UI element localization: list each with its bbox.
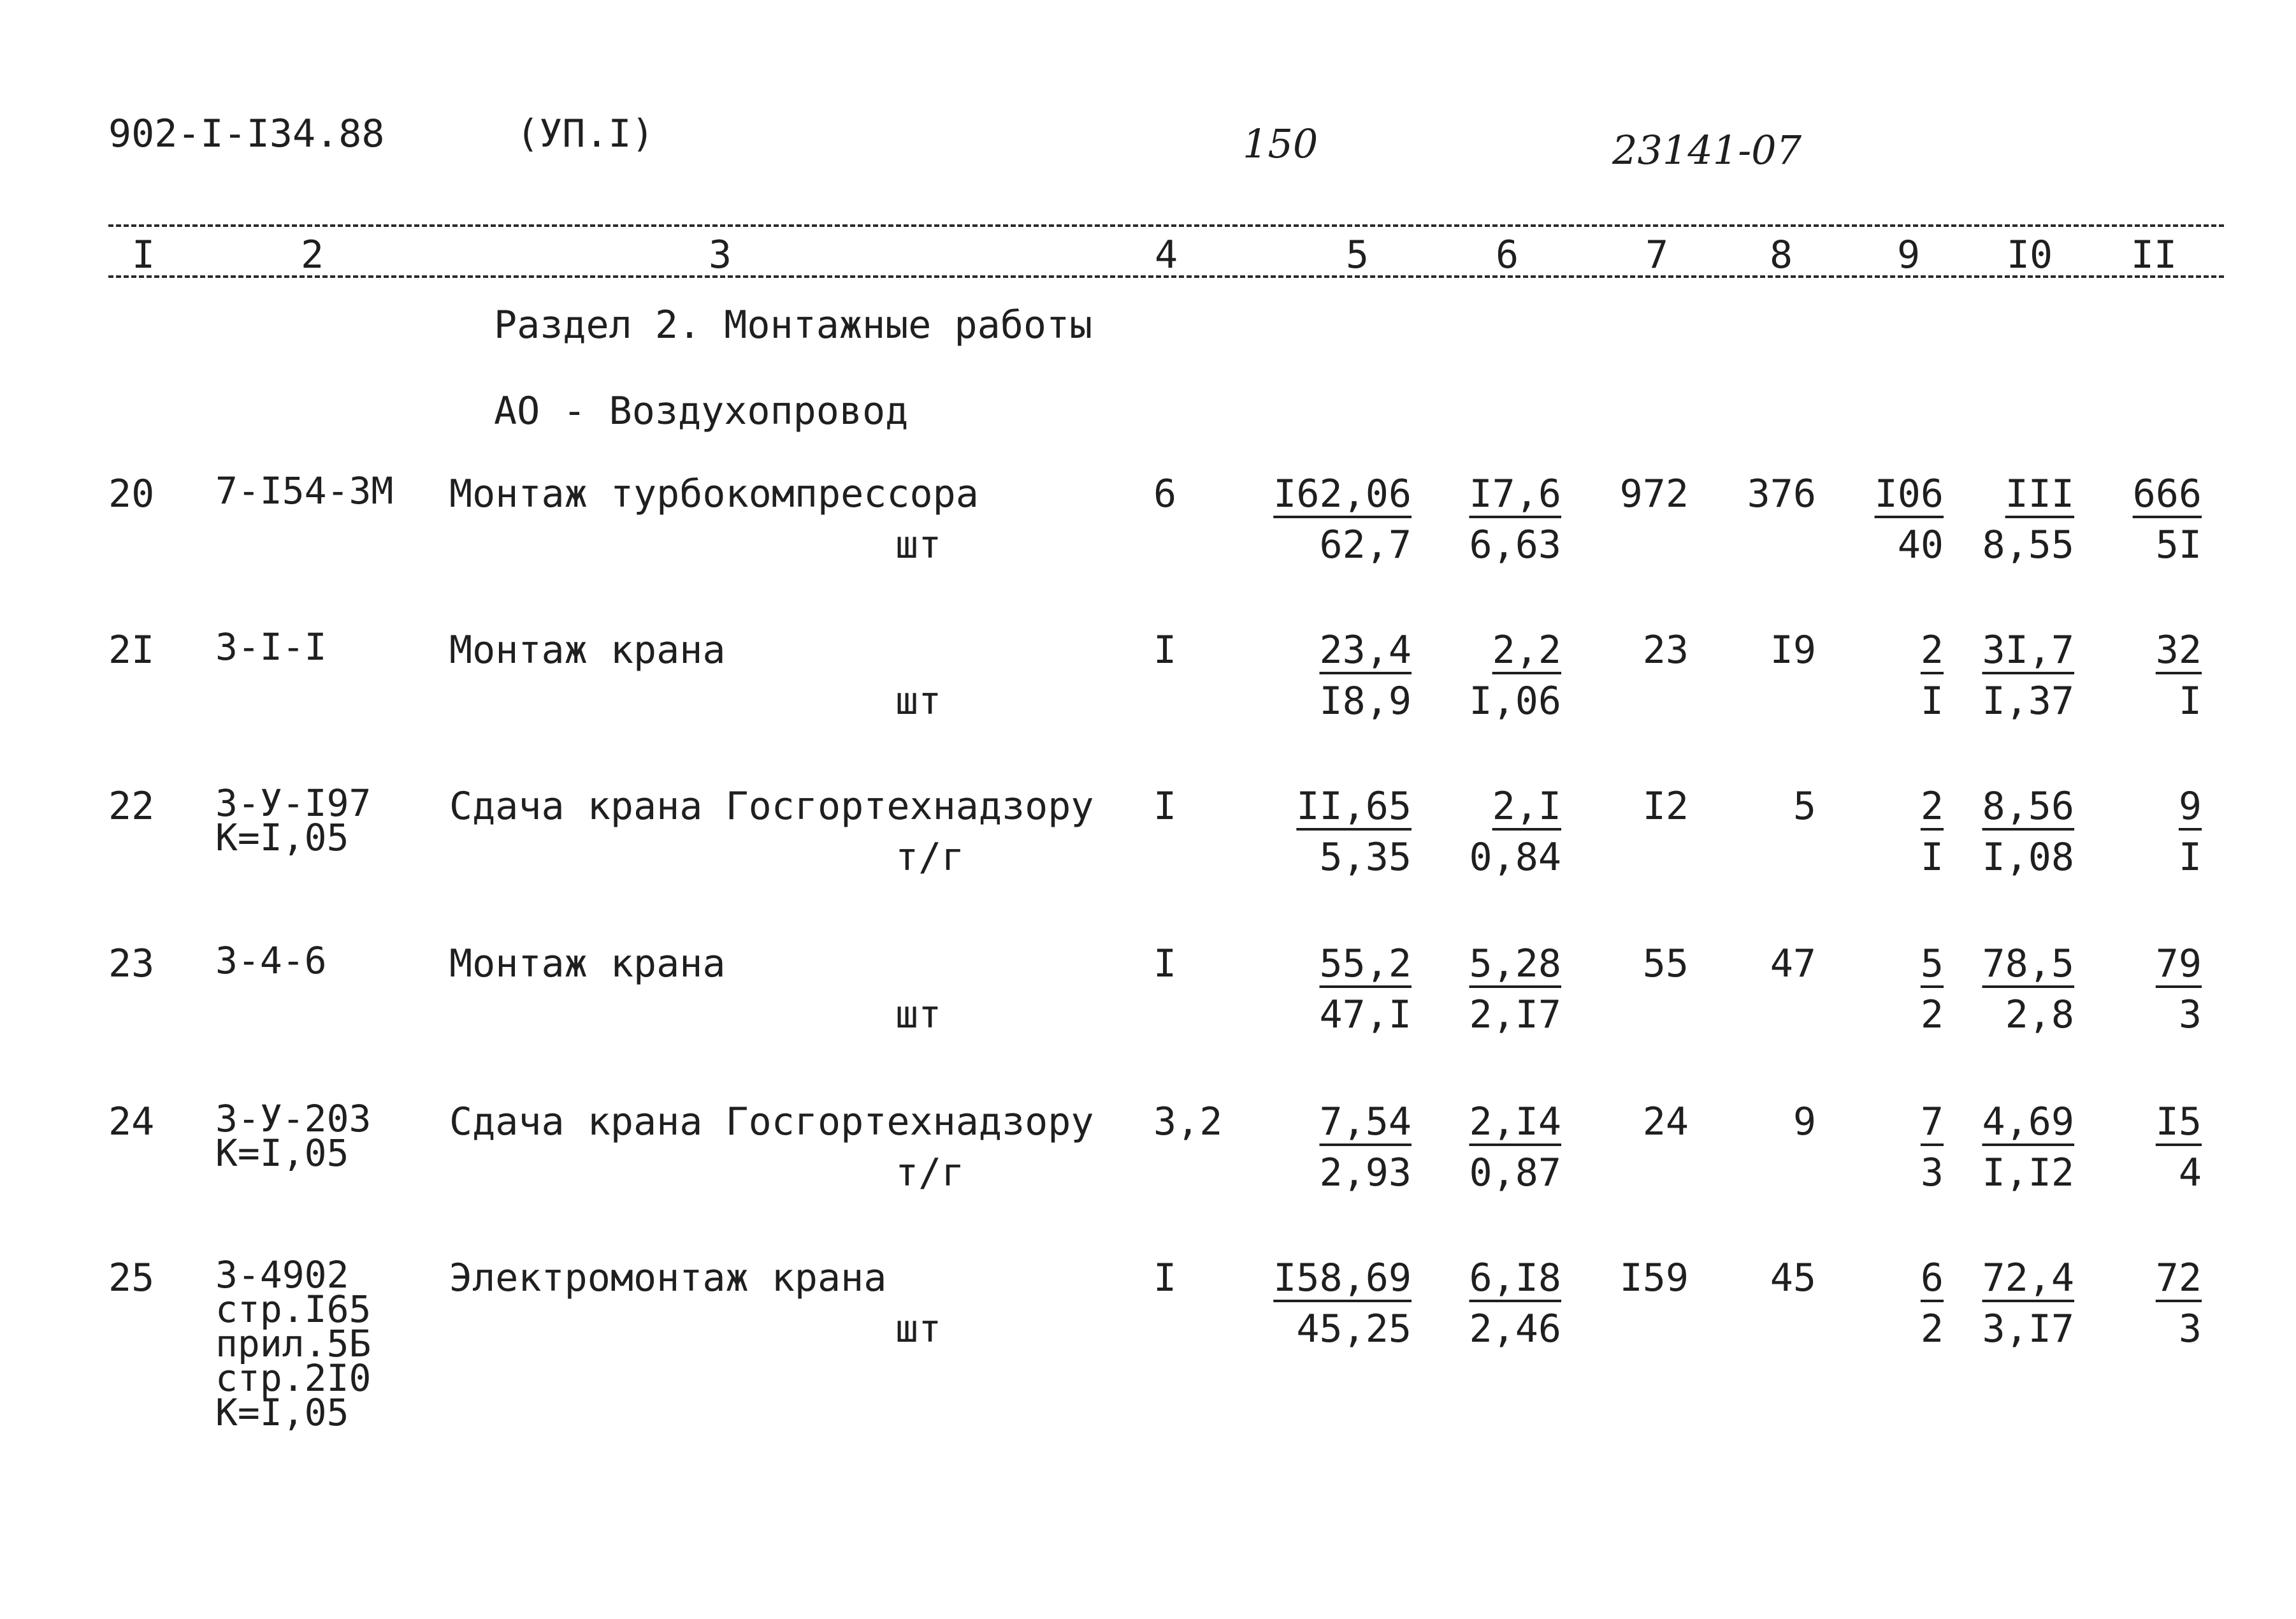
- unit: т/г: [895, 1151, 965, 1195]
- col6-denominator: 6,63: [1469, 523, 1561, 567]
- col6-denominator: 2,I7: [1469, 992, 1561, 1037]
- col10-numerator: 8,56: [1982, 784, 2074, 829]
- work-name: Монтаж турбокомпрессора: [449, 472, 979, 516]
- col9-denominator: 40: [1897, 523, 1944, 567]
- col7-value: I2: [1642, 784, 1689, 829]
- col8-value: 45: [1770, 1256, 1816, 1300]
- section-subtitle: АО - Воздухопровод: [494, 389, 909, 433]
- col11-denominator: 3: [2178, 992, 2202, 1037]
- col6-numerator: 6,I8: [1469, 1256, 1561, 1300]
- section-code: (УП.I): [516, 112, 654, 156]
- col6-numerator: I7,6: [1469, 472, 1561, 516]
- section-title: Раздел 2. Монтажные работы: [494, 303, 1093, 347]
- norm-code: 3-У-I97 К=I,05: [215, 781, 372, 859]
- col9-denominator: I: [1920, 679, 1944, 723]
- col10-numerator: 72,4: [1982, 1256, 2074, 1300]
- norm-code: 7-I54-3М: [215, 469, 394, 512]
- row-number: 22: [108, 784, 155, 829]
- col10-denominator: 2,8: [2005, 992, 2074, 1037]
- col10-denominator: 3,I7: [1982, 1307, 2074, 1351]
- norm-code: 3-I-I: [215, 625, 327, 669]
- col7-value: 55: [1642, 941, 1689, 986]
- col7-value: I59: [1619, 1256, 1689, 1300]
- col9-numerator: 2: [1920, 784, 1944, 829]
- column-number: 5: [1345, 233, 1369, 277]
- col6-numerator: 5,28: [1469, 941, 1561, 986]
- col5-numerator: I62,06: [1273, 472, 1412, 516]
- col5-denominator: 45,25: [1296, 1307, 1412, 1351]
- quantity: I: [1153, 1256, 1177, 1300]
- col8-value: 5: [1793, 784, 1816, 829]
- work-name: Монтаж крана: [449, 941, 726, 986]
- col5-numerator: 55,2: [1319, 941, 1412, 986]
- col10-denominator: I,08: [1982, 835, 2074, 880]
- column-number: 8: [1769, 233, 1793, 277]
- work-name: Электромонтаж крана: [449, 1256, 887, 1300]
- col11-numerator: 32: [2155, 628, 2202, 672]
- work-name: Сдача крана Госгортехнадзору: [449, 1100, 1094, 1144]
- row-number: 23: [108, 941, 155, 986]
- col10-numerator: 78,5: [1982, 941, 2074, 986]
- unit: шт: [895, 523, 942, 567]
- col9-numerator: 7: [1920, 1100, 1944, 1144]
- col9-numerator: 5: [1920, 941, 1944, 986]
- col5-numerator: I58,69: [1273, 1256, 1412, 1300]
- col7-value: 23: [1642, 628, 1689, 672]
- column-number: II: [2130, 233, 2177, 277]
- page-number: 150: [1243, 120, 1318, 167]
- unit: шт: [895, 1307, 942, 1351]
- quantity: I: [1153, 941, 1177, 986]
- col11-numerator: 666: [2132, 472, 2202, 516]
- col10-denominator: I,37: [1982, 679, 2074, 723]
- norm-code: 3-4902 стр.I65 прил.5Б стр.2I0 К=I,05: [215, 1253, 372, 1434]
- col10-numerator: III: [2005, 472, 2074, 516]
- col6-denominator: 2,46: [1469, 1307, 1561, 1351]
- unit: т/г: [895, 835, 965, 880]
- col11-numerator: 9: [2178, 784, 2202, 829]
- col9-numerator: I06: [1874, 472, 1944, 516]
- quantity: 6: [1153, 472, 1177, 516]
- work-name: Монтаж крана: [449, 628, 726, 672]
- col11-denominator: 5I: [2155, 523, 2202, 567]
- col10-numerator: 3I,7: [1982, 628, 2074, 672]
- quantity: I: [1153, 784, 1177, 829]
- col7-value: 972: [1619, 472, 1689, 516]
- column-number: 4: [1154, 233, 1178, 277]
- col6-numerator: 2,I: [1492, 784, 1561, 829]
- col5-denominator: 62,7: [1319, 523, 1412, 567]
- col11-numerator: 79: [2155, 941, 2202, 986]
- col8-value: I9: [1770, 628, 1816, 672]
- col5-numerator: 23,4: [1319, 628, 1412, 672]
- column-number: 3: [708, 233, 732, 277]
- column-number: 2: [300, 233, 324, 277]
- col5-numerator: 7,54: [1319, 1100, 1412, 1144]
- col11-denominator: 4: [2178, 1151, 2202, 1195]
- col9-denominator: 3: [1920, 1151, 1944, 1195]
- row-number: 24: [108, 1100, 155, 1144]
- col10-denominator: 8,55: [1982, 523, 2074, 567]
- col5-denominator: 5,35: [1319, 835, 1412, 880]
- col10-denominator: I,I2: [1982, 1151, 2074, 1195]
- col9-numerator: 2: [1920, 628, 1944, 672]
- header-top-rule: [108, 224, 2224, 227]
- row-number: 25: [108, 1256, 155, 1300]
- col7-value: 24: [1642, 1100, 1689, 1144]
- column-number: I0: [2006, 233, 2053, 277]
- archive-code: 23141-07: [1612, 127, 1802, 173]
- col5-denominator: I8,9: [1319, 679, 1412, 723]
- col11-denominator: I: [2178, 835, 2202, 880]
- col6-numerator: 2,I4: [1469, 1100, 1561, 1144]
- col9-denominator: 2: [1920, 992, 1944, 1037]
- col6-denominator: I,06: [1469, 679, 1561, 723]
- norm-code: 3-У-203 К=I,05: [215, 1097, 372, 1175]
- unit: шт: [895, 679, 942, 723]
- unit: шт: [895, 992, 942, 1037]
- column-number: 7: [1645, 233, 1669, 277]
- col9-denominator: 2: [1920, 1307, 1944, 1351]
- col5-numerator: II,65: [1296, 784, 1412, 829]
- quantity: 3,2: [1153, 1100, 1223, 1144]
- column-number: 9: [1896, 233, 1921, 277]
- col9-denominator: I: [1920, 835, 1944, 880]
- doc-code: 902-I-I34.88: [108, 112, 385, 156]
- col11-numerator: 72: [2155, 1256, 2202, 1300]
- col11-numerator: I5: [2155, 1100, 2202, 1144]
- col8-value: 47: [1770, 941, 1816, 986]
- col8-value: 9: [1793, 1100, 1816, 1144]
- quantity: I: [1153, 628, 1177, 672]
- col10-numerator: 4,69: [1982, 1100, 2074, 1144]
- row-number: 2I: [108, 628, 155, 672]
- work-name: Сдача крана Госгортехнадзору: [449, 784, 1094, 829]
- col6-numerator: 2,2: [1492, 628, 1561, 672]
- col8-value: 376: [1747, 472, 1816, 516]
- col11-denominator: 3: [2178, 1307, 2202, 1351]
- col9-numerator: 6: [1920, 1256, 1944, 1300]
- col5-denominator: 2,93: [1319, 1151, 1412, 1195]
- column-number: 6: [1495, 233, 1519, 277]
- row-number: 20: [108, 472, 155, 516]
- norm-code: 3-4-6: [215, 939, 327, 982]
- col5-denominator: 47,I: [1319, 992, 1412, 1037]
- col6-denominator: 0,87: [1469, 1151, 1561, 1195]
- column-number: I: [131, 233, 155, 277]
- col11-denominator: I: [2178, 679, 2202, 723]
- col6-denominator: 0,84: [1469, 835, 1561, 880]
